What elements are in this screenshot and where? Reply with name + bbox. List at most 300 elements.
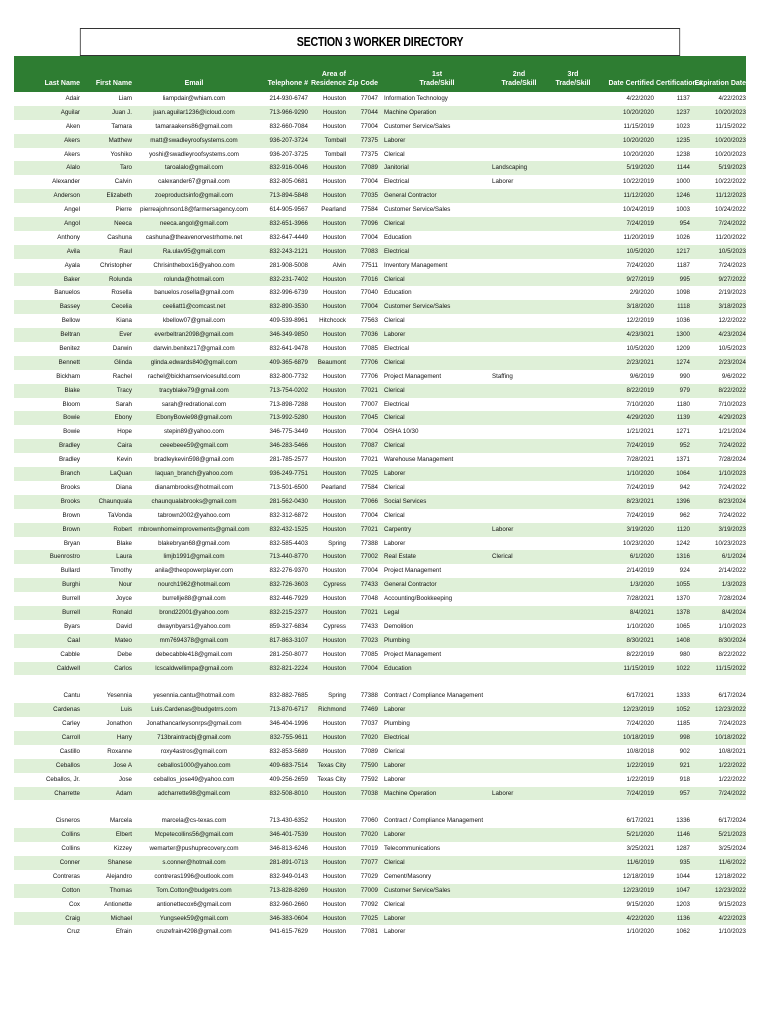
cell-expiration: 10/20/2023 [715,150,746,158]
cell-trade1: Project Management [384,650,442,658]
cell-cert-number: 1187 [676,261,690,269]
cell-cert-number: 1003 [676,206,690,214]
cell-cert-number: 1237 [676,108,690,116]
cell-area: Spring [328,692,346,700]
table-row [14,273,746,287]
cell-expiration: 5/19/2023 [718,164,746,172]
cell-trade1: Electrical [384,733,410,741]
cell-first-name: Joyce [115,595,132,603]
cell-telephone: 859-327-6834 [269,622,308,630]
cell-last-name: Anthony [57,233,80,241]
cell-area: Houston [322,303,346,311]
cell-telephone: 832-755-9611 [269,733,308,741]
cell-date-certified: 10/8/2018 [626,747,654,755]
cell-last-name: Brooks [60,497,80,505]
cell-telephone: 832-949-0143 [269,872,308,880]
cell-telephone: 713-894-5848 [269,192,308,200]
cell-area: Houston [322,817,346,825]
cell-first-name: Tamara [111,122,132,130]
cell-date-certified: 9/27/2019 [626,275,654,283]
cell-first-name: Kiana [116,317,132,325]
cell-last-name: Cabble [60,650,80,658]
cell-telephone: 832-800-7732 [269,372,308,380]
cell-area: Houston [322,928,346,936]
column-header-trade1: 1st Trade/Skill [419,71,455,87]
cell-trade1: Telecommunications [384,845,441,853]
cell-telephone: 214-930-6747 [269,95,308,102]
cell-zip: 77388 [360,692,378,700]
table-row [14,425,746,439]
cell-area: Houston [322,567,346,575]
cell-first-name: Rosella [111,289,132,297]
table-row [14,745,746,759]
cell-expiration: 2/19/2023 [718,289,746,297]
cell-expiration: 4/23/2024 [718,331,746,339]
cell-last-name: Burrell [62,595,80,603]
cell-date-certified: 1/22/2019 [626,761,654,769]
cell-trade1: OSHA 10/30 [384,428,419,436]
cell-telephone: 281-908-5008 [269,261,308,269]
cell-expiration: 9/27/2022 [718,275,746,283]
cell-zip: 77004 [360,567,378,575]
cell-last-name: Caldwell [56,664,80,672]
cell-expiration: 4/29/2023 [718,414,746,422]
column-header-trade2: 2nd Trade/Skill [501,71,537,87]
cell-zip: 77706 [360,372,378,380]
cell-email: tabrown2002@yahoo.com [157,511,231,519]
cell-zip: 77089 [360,164,378,172]
cell-email: yesennia.cantu@hotmail.com [153,692,235,700]
cell-cert-number: 1065 [676,622,690,630]
table-row [14,842,746,856]
cell-zip: 77019 [360,845,378,853]
cell-telephone: 281-250-8077 [269,650,308,658]
cell-trade2: Clerical [492,553,513,561]
cell-expiration: 1/22/2022 [718,775,746,783]
cell-trade1: Cement/Masonry [384,872,432,880]
cell-area: Houston [322,275,346,283]
cell-trade1: Electrical [384,345,410,353]
cell-telephone: 614-905-9567 [269,206,308,214]
cell-area: Houston [322,720,346,728]
cell-expiration: 7/24/2022 [718,442,746,450]
cell-expiration: 6/17/2024 [718,692,746,700]
cell-date-certified: 5/21/2020 [626,831,654,839]
cell-date-certified: 10/20/2020 [623,150,654,158]
cell-cert-number: 1333 [676,692,690,700]
cell-first-name: Jose A [113,761,132,769]
table-row [14,106,746,120]
cell-first-name: Cecelia [111,303,132,311]
cell-trade1: Laborer [384,914,406,922]
cell-trade1: Clerical [384,900,405,908]
cell-zip: 77092 [360,900,378,908]
cell-area: Spring [328,539,346,547]
cell-first-name: Debe [117,650,132,658]
cell-last-name: Blake [64,386,80,394]
cell-date-certified: 7/24/2019 [626,789,654,797]
cell-cert-number: 979 [679,386,690,394]
cell-zip: 77045 [360,414,378,422]
cell-cert-number: 1238 [676,150,690,158]
cell-zip: 77004 [360,122,378,130]
cell-date-certified: 11/15/2019 [623,122,654,130]
cell-email: pierreajohnson18@farmersagency.com [140,206,248,214]
cell-last-name: Cantu [63,692,80,700]
cell-email: bradleykevin598@gmail.com [154,456,234,464]
cell-telephone: 713-754-0202 [269,386,308,394]
cell-cert-number: 1055 [676,581,690,589]
cell-area: Houston [322,511,346,519]
cell-first-name: Pierre [115,206,132,214]
cell-date-certified: 7/24/2019 [626,511,654,519]
cell-email: laquan_branch@yahoo.com [155,470,233,478]
cell-last-name: Contreras [52,872,80,880]
cell-expiration: 3/19/2023 [718,525,746,533]
cell-email: dianambrooks@hotmail.com [154,483,234,491]
cell-telephone: 409-256-2659 [269,775,308,783]
cell-telephone: 713-501-6500 [269,483,308,491]
cell-expiration: 10/5/2023 [718,247,746,255]
table-row [14,134,746,148]
cell-date-certified: 7/24/2020 [626,261,654,269]
cell-expiration: 10/20/2023 [715,136,746,144]
cell-area: Pearland [321,206,346,214]
cell-trade1: Machine Operation [384,789,437,797]
cell-last-name: Conner [59,858,80,866]
cell-zip: 77096 [360,220,378,228]
cell-last-name: Angel [64,206,80,214]
cell-area: Houston [322,845,346,853]
cell-first-name: Alejandro [105,872,132,880]
cell-trade1: Project Management [384,567,442,575]
cell-first-name: Robert [113,525,132,533]
cell-cert-number: 980 [679,650,690,658]
cell-telephone: 713-992-5280 [269,414,308,422]
cell-date-certified: 4/22/2020 [626,914,654,922]
cell-cert-number: 1235 [676,136,690,144]
cell-last-name: Brown [62,511,80,519]
cell-first-name: Timothy [110,567,132,575]
cell-trade1: Social Services [384,497,427,505]
cell-last-name: Ceballos [55,761,80,769]
cell-cert-number: 1023 [676,122,690,130]
table-row [14,689,746,703]
cell-area: Pearland [321,483,346,491]
cell-trade1: Clerical [384,442,405,450]
cell-telephone: 832-585-4403 [269,539,308,547]
cell-first-name: Raul [119,247,132,255]
cell-expiration: 11/20/2022 [715,233,746,241]
cell-email: darwin.benitez17@gmail.com [153,345,235,353]
cell-expiration: 3/25/2024 [718,845,746,853]
cell-first-name: Taro [119,164,132,172]
cell-area: Houston [322,428,346,436]
cell-telephone: 936-249-7751 [269,470,308,478]
cell-trade1: Clerical [384,858,405,866]
cell-telephone: 832-890-3530 [269,303,308,311]
cell-expiration: 7/24/2023 [718,261,746,269]
cell-trade1: Clerical [384,386,405,394]
cell-cert-number: 1271 [676,428,690,436]
cell-telephone: 832-726-3603 [269,581,308,589]
cell-first-name: Jose [118,775,132,783]
cell-email: chaunqualabrooks@gmail.com [151,497,237,505]
cell-first-name: Darwin [112,345,132,353]
cell-area: Houston [322,747,346,755]
table-row [14,523,746,537]
cell-telephone: 713-898-7288 [269,400,308,408]
cell-email: rolunda@hotmail.com [163,275,225,283]
cell-expiration: 7/10/2023 [718,400,746,408]
cell-date-certified: 10/24/2019 [623,206,654,214]
cell-first-name: Nour [118,581,132,589]
cell-area: Houston [322,289,346,297]
cell-area: Richmond [318,706,346,714]
cell-first-name: Diana [115,483,132,491]
cell-cert-number: 924 [679,567,690,575]
cell-email: anila@theopowerplayer.com [154,567,234,575]
cell-zip: 77060 [360,817,378,825]
cell-zip: 77089 [360,747,378,755]
cell-trade1: Electrical [384,247,410,255]
cell-expiration: 12/23/2022 [715,706,746,714]
cell-zip: 77590 [360,761,378,769]
table-row [14,648,746,662]
cell-telephone: 281-785-2577 [269,456,308,464]
cell-expiration: 10/23/2023 [715,539,746,547]
table-row [14,759,746,773]
cell-last-name: Collins [61,831,80,839]
cell-telephone: 832-215-2377 [269,608,308,616]
cell-last-name: Carley [62,720,80,728]
cell-expiration: 6/17/2024 [718,817,746,825]
cell-zip: 77584 [360,483,378,491]
column-header-last-name: Last Name [44,80,80,87]
table-row [14,148,746,162]
cell-telephone: 832-446-7929 [269,595,308,603]
cell-email: brond22001@yahoo.com [159,608,229,616]
cell-telephone: 346-383-0604 [269,914,308,922]
cell-first-name: Ronald [112,608,132,616]
cell-last-name: Bowie [63,428,80,436]
cell-first-name: Ebony [114,414,132,422]
cell-telephone: 941-615-7629 [269,928,308,936]
cell-cert-number: 1044 [676,872,690,880]
cell-date-certified: 7/24/2019 [626,442,654,450]
cell-expiration: 1/21/2024 [718,428,746,436]
cell-date-certified: 3/25/2021 [626,845,654,853]
cell-zip: 77021 [360,608,378,616]
cell-date-certified: 3/19/2020 [626,525,654,533]
cell-cert-number: 1408 [676,636,690,644]
column-header-telephone: Telephone # [267,80,308,87]
cell-trade1: Clerical [384,747,405,755]
cell-email: tracyblake79@gmail.com [159,386,229,394]
cell-area: Hitchcock [319,317,346,325]
cell-telephone: 832-647-4449 [269,233,308,241]
cell-last-name: Cotton [61,886,80,894]
cell-cert-number: 1180 [676,400,690,408]
cell-email: sarah@redrational.com [161,400,227,408]
cell-date-certified: 10/5/2020 [626,345,654,353]
cell-zip: 77029 [360,872,378,880]
cell-cert-number: 1378 [676,608,690,616]
cell-trade1: Customer Service/Sales [384,206,451,214]
cell-email: adcharrette98@gmail.com [157,789,231,797]
cell-cert-number: 998 [679,733,690,741]
cell-date-certified: 8/4/2021 [629,608,654,616]
cell-telephone: 832-821-2224 [269,664,308,672]
cell-area: Tomball [324,136,346,144]
cell-trade1: Customer Service/Sales [384,886,451,894]
cell-trade1: Clerical [384,317,405,325]
cell-trade2: Laborer [492,789,514,797]
cell-email: cashuna@theavenorvestrhome.net [145,233,243,241]
cell-first-name: Cashuna [107,233,132,241]
cell-date-certified: 12/2/2019 [626,317,654,325]
cell-area: Cypress [323,581,346,589]
cell-email: roxy4astros@gmail.com [160,747,228,755]
cell-trade1: Carpentry [384,525,412,533]
cell-date-certified: 5/19/2020 [626,164,654,172]
cell-telephone: 832-853-5689 [269,747,308,755]
cell-email: Mcpetecollins56@gmail.com [154,831,234,839]
cell-date-certified: 11/12/2020 [623,192,654,200]
cell-first-name: Caira [117,442,132,450]
cell-zip: 77085 [360,345,378,353]
cell-telephone: 409-365-6879 [269,358,308,366]
cell-zip: 77004 [360,178,378,186]
cell-cert-number: 1139 [676,414,690,422]
table-row [14,203,746,217]
cell-trade1: General Contractor [384,192,437,200]
cell-zip: 77007 [360,400,378,408]
cell-date-certified: 1/10/2020 [626,622,654,630]
table-row [14,620,746,634]
cell-expiration: 9/6/2022 [721,372,746,380]
cell-zip: 77388 [360,539,378,547]
table-row [14,370,746,384]
cell-first-name: Roxanne [107,747,132,755]
table-row [14,314,746,328]
cell-date-certified: 6/17/2021 [626,692,654,700]
cell-last-name: Burrell [62,608,80,616]
cell-expiration: 1/3/2023 [721,581,746,589]
cell-last-name: Baker [63,275,80,283]
cell-zip: 77004 [360,664,378,672]
cell-email: juan.aguilar1236@icloud.com [153,108,235,116]
cell-first-name: Juan J. [112,108,132,116]
cell-cert-number: 1137 [676,95,690,102]
cell-last-name: Bradley [59,456,80,464]
cell-area: Houston [322,470,346,478]
cell-telephone: 832-960-2660 [269,900,308,908]
cell-last-name: Bloom [62,400,80,408]
cell-telephone: 713-430-6352 [269,817,308,825]
column-header-expiration: Expiration Date [694,80,746,87]
cell-expiration: 12/2/2022 [718,317,746,325]
cell-trade1: Contract / Compliance Management [384,692,484,700]
cell-expiration: 12/18/2022 [715,872,746,880]
cell-first-name: Antionette [104,900,132,908]
cell-telephone: 281-562-0430 [269,497,308,505]
table-row [14,467,746,481]
table-row [14,481,746,495]
cell-last-name: Brooks [60,483,80,491]
cell-cert-number: 1246 [676,192,690,200]
cell-expiration: 10/5/2023 [718,345,746,353]
cell-first-name: Chaunquala [98,497,132,505]
cell-cert-number: 1185 [676,720,690,728]
cell-telephone: 832-243-2121 [269,247,308,255]
cell-last-name: Castillo [59,747,80,755]
cell-email: Ra.ulav95@gmail.com [162,247,226,255]
cell-telephone: 832-276-9370 [269,567,308,575]
cell-date-certified: 7/28/2021 [626,595,654,603]
cell-zip: 77433 [360,581,378,589]
cell-cert-number: 1022 [676,664,690,672]
cell-cert-number: 1052 [676,706,690,714]
cell-trade2: Landscaping [492,164,528,172]
cell-area: Houston [322,414,346,422]
cell-last-name: Caal [67,636,80,644]
cell-expiration: 9/15/2023 [718,900,746,908]
cell-trade1: Janitorial [384,164,409,172]
cell-zip: 77021 [360,386,378,394]
cell-first-name: Marcela [109,817,132,825]
cell-first-name: Efrain [115,928,132,936]
cell-cert-number: 1371 [676,456,690,464]
cell-first-name: Elbert [115,831,132,839]
cell-zip: 77021 [360,525,378,533]
cell-first-name: Yesennia [106,692,132,700]
cell-trade2: Staffing [492,372,513,380]
cell-expiration: 7/28/2024 [718,456,746,464]
cell-cert-number: 1274 [676,358,690,366]
cell-first-name: Hope [117,428,132,436]
cell-date-certified: 2/14/2019 [626,567,654,575]
cell-expiration: 10/22/2022 [715,178,746,186]
cell-last-name: Cardenas [53,706,80,714]
cell-cert-number: 1146 [676,831,690,839]
cell-trade1: Customer Service/Sales [384,122,451,130]
cell-trade1: Plumbing [384,720,410,728]
cell-last-name: Bullard [60,567,80,575]
cell-zip: 77087 [360,442,378,450]
table-row [14,120,746,134]
column-header-area: Area of Residence [310,71,346,87]
cell-expiration: 11/15/2022 [715,664,746,672]
header-row [14,56,746,92]
cell-area: Cypress [323,622,346,630]
cell-area: Houston [322,914,346,922]
table-row [14,411,746,425]
cell-date-certified: 10/20/2020 [623,136,654,144]
cell-cert-number: 1336 [676,817,690,825]
cell-date-certified: 9/6/2019 [629,372,654,380]
cell-trade1: Contract / Compliance Management [384,817,484,825]
cell-zip: 77038 [360,789,378,797]
cell-trade1: Laborer [384,706,406,714]
table-row [14,189,746,203]
cell-trade1: Laborer [384,761,406,769]
table-row [14,592,746,606]
cell-email: marcela@cs-texas.com [161,817,227,825]
table-row [14,161,746,175]
cell-first-name: Laura [116,553,132,561]
cell-trade2: Laborer [492,525,514,533]
